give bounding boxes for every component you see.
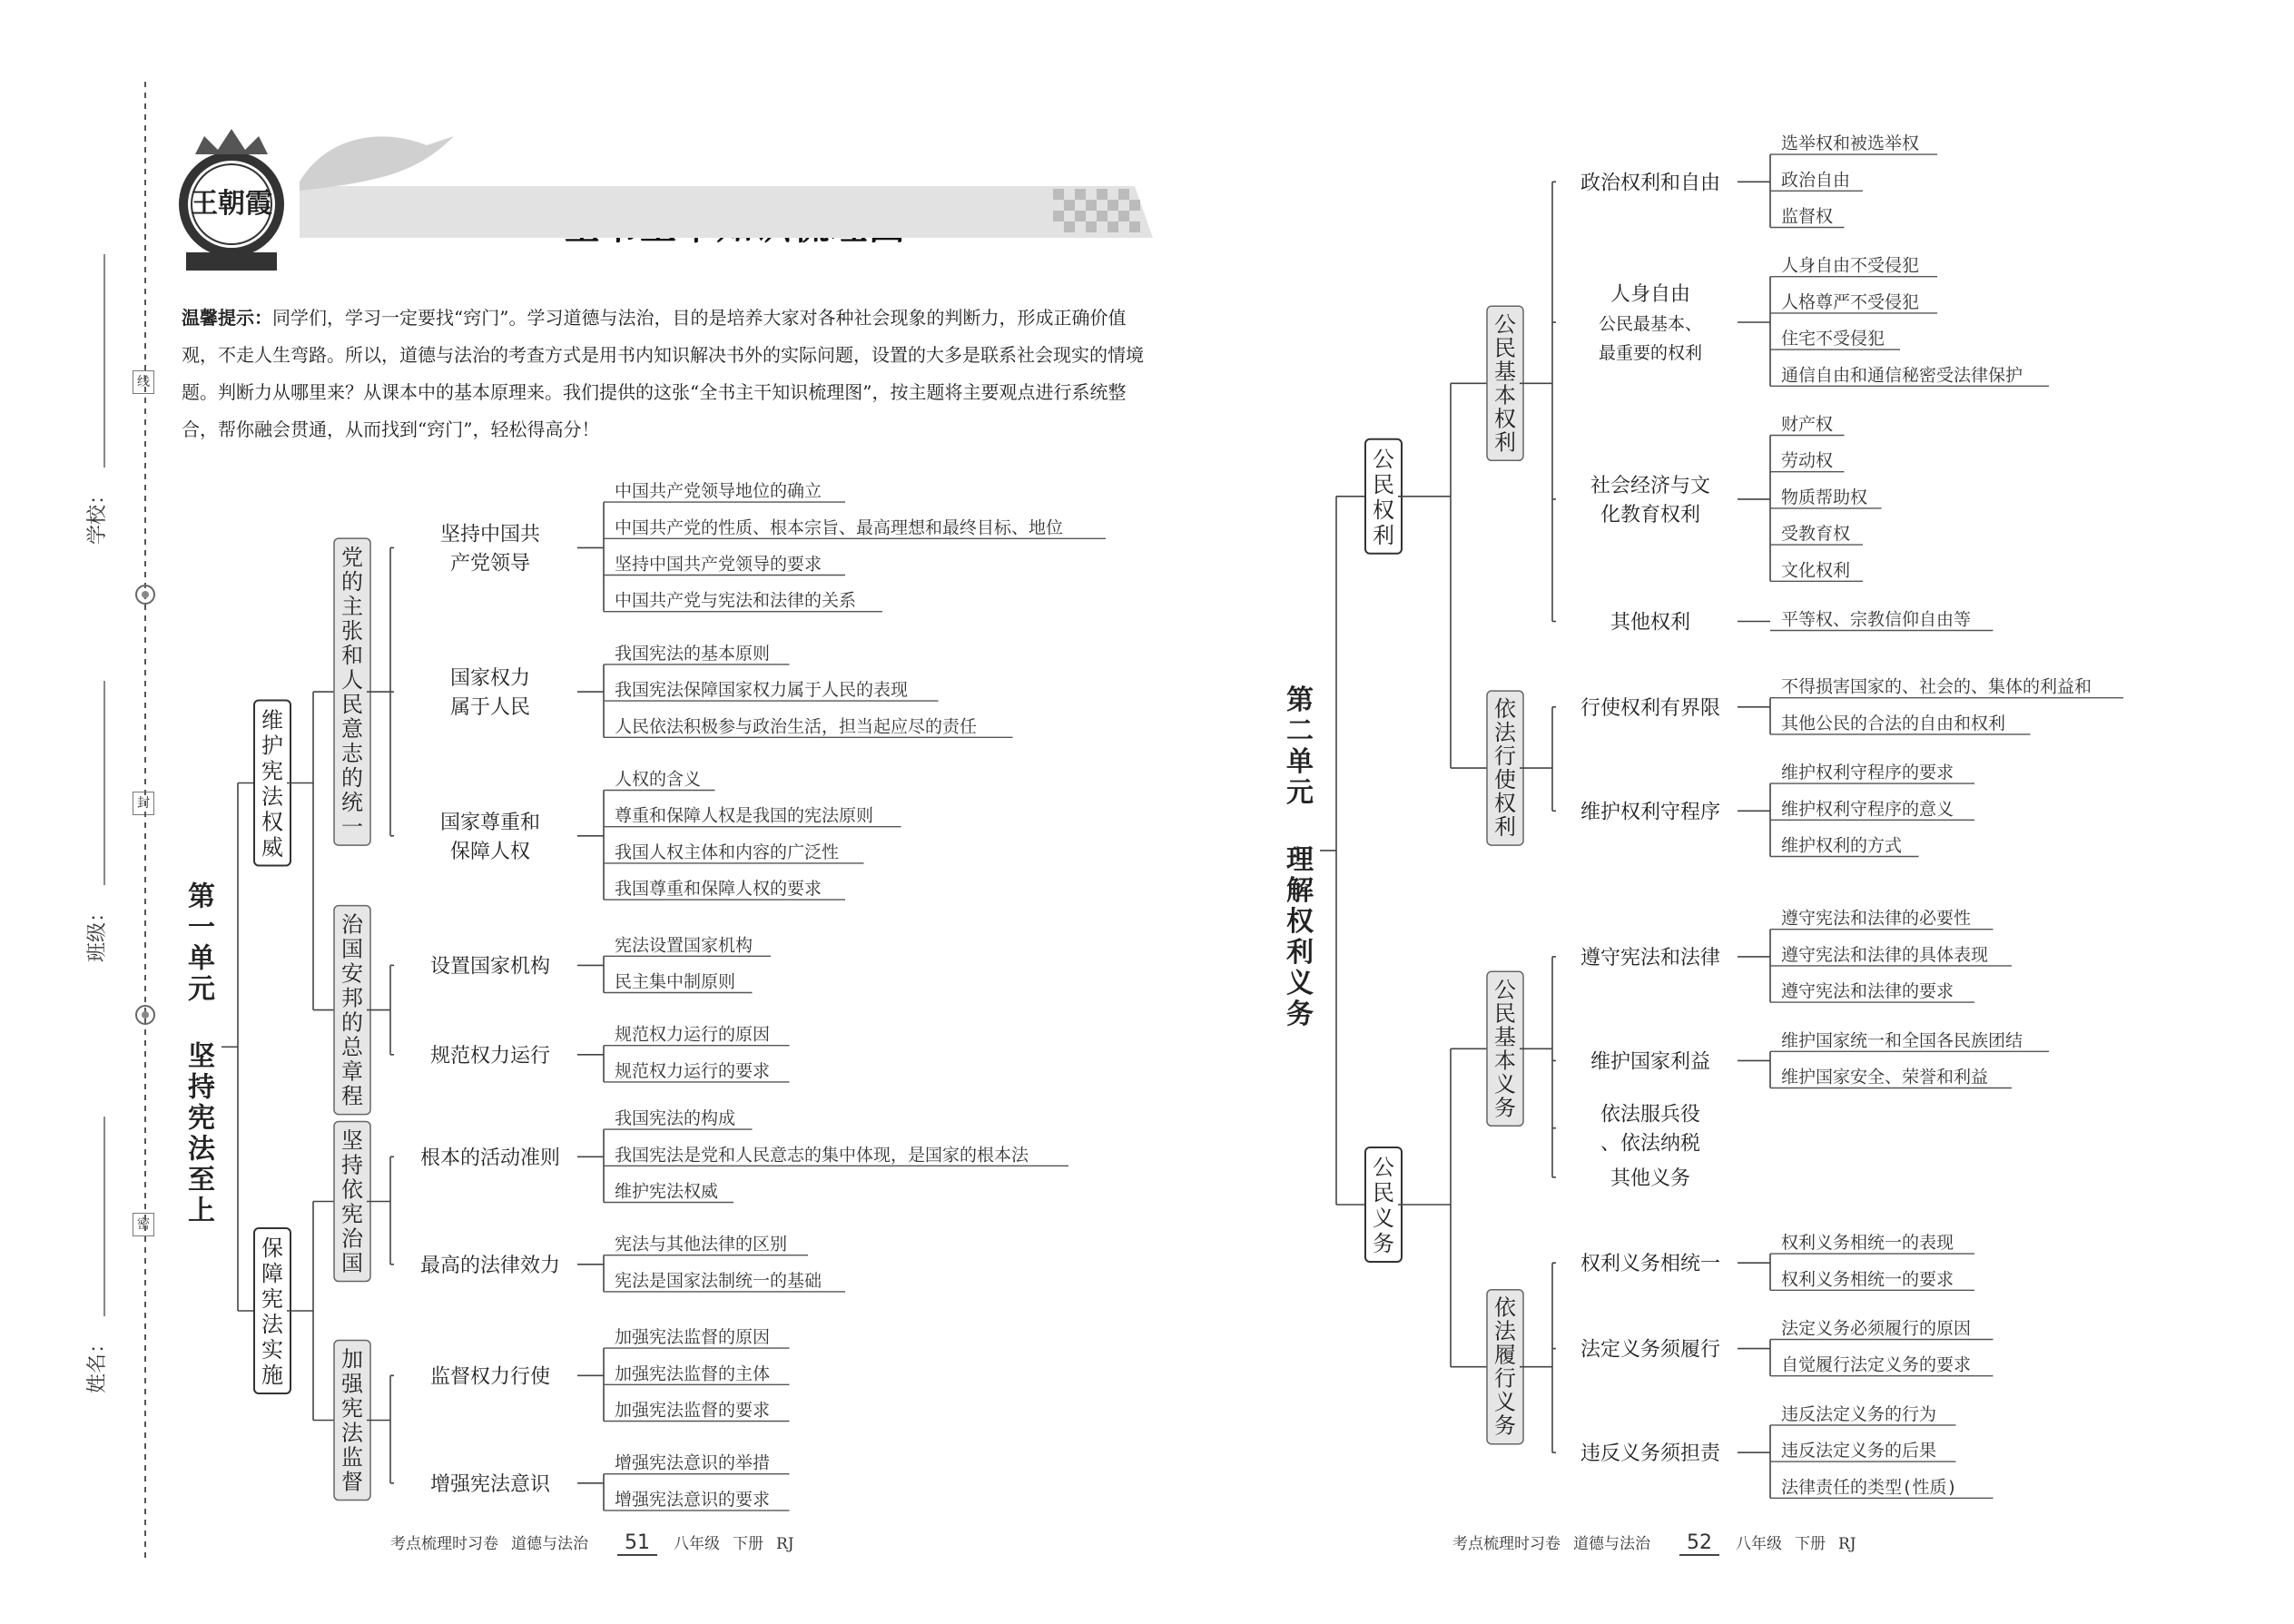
unit2-item-label: 其他义务 [1610,1166,1691,1190]
unit1-leaf-item: 增强宪法意识的要求 [615,1489,771,1510]
footer-grade: 八年级 [1736,1535,1782,1553]
unit1-item-label: 最高的法律效力 [419,1254,561,1277]
unit2-title [1286,684,1314,1030]
banner-decoration [300,136,1153,238]
footer-edition: RJ [776,1535,794,1553]
unit1-item-label: 国家尊重和保障人权 [439,811,541,863]
unit2-leaf-item: 住宅不受侵犯 [1781,329,1885,349]
unit2-item-label: 社会经济与文化教育权利 [1590,474,1711,527]
unit1-tree [188,481,1106,1511]
footer-grade: 八年级 [674,1535,720,1553]
unit1-item-label: 坚持中国共产党领导 [439,523,541,576]
unit1-leaf-item: 我国尊重和保障人权的要求 [615,879,822,900]
unit1-leaf-item: 中国共产党领导地位的确立 [615,481,822,502]
line-tag-feng: 封 [133,792,154,815]
unit2-leaf-item: 人身自由不受侵犯 [1781,255,1920,276]
unit1-item-label: 规范权力运行 [429,1044,551,1068]
unit2-item-label: 遵守宪法和法律 [1580,946,1721,969]
unit1-branch-0: 维护宪法权威 [261,707,283,861]
unit2-subtitle-text: 理解权利义务 [1286,843,1314,1030]
footer-edition: RJ [1838,1535,1856,1553]
unit1-leaf-item: 我国人权主体和内容的广泛性 [615,842,840,862]
unit1-leaf-item: 坚持中国共产党领导的要求 [615,554,822,575]
unit2-leaf-item: 财产权 [1781,414,1834,435]
unit1-item-label: 根本的活动准则 [419,1147,561,1170]
unit1-leaf-item: 民主集中制原则 [615,971,736,992]
unit2-leaf-item: 维护权利守程序的意义 [1781,799,1954,820]
unit1-title [188,881,216,1226]
unit2-leaf-item: 自觉履行法定义务的要求 [1781,1354,1972,1375]
unit1-item-label: 国家权力属于人民 [449,667,531,720]
unit1-leaf-item: 我国宪法保障国家权力属于人民的表现 [615,680,909,701]
unit1-subtitle-text: 坚持宪法至上 [188,1040,215,1227]
unit1-item-label: 设置国家机构 [429,955,551,979]
unit1-group-0-0: 党的主张和人民意志的统一 [341,545,363,841]
unit2-leaf-item: 监督权 [1781,206,1834,227]
unit2-leaf-item: 维护权利守程序的要求 [1781,763,1954,783]
unit1-leaf-item: 我国宪法是党和人民意志的集中体现，是国家的根本法 [615,1145,1029,1166]
unit2-item-label: 维护权利守程序 [1580,801,1721,824]
unit2-item-note: 公民最基本、最重要的权利 [1598,314,1703,363]
unit2-item-label: 人身自由 [1610,283,1691,306]
unit2-leaf-item: 维护国家统一和全国各民族团结 [1781,1030,2023,1051]
unit2-leaf-item: 选举权和被选举权 [1781,133,1920,154]
unit1-leaf-item: 人权的含义 [615,769,702,790]
unit1-leaf-item: 中国共产党的性质、根本宗旨、最高理想和最终目标、地位 [615,517,1064,538]
hint-label: 温馨提示： [182,307,272,329]
unit2-group-1-1: 依法履行义务 [1494,1294,1516,1439]
unit1-leaf-item: 加强宪法监督的要求 [615,1400,771,1421]
footer-series: 考点梳理时习卷 [390,1535,498,1553]
unit2-tree [1286,133,2123,1498]
unit2-branch-0: 公民权利 [1373,446,1394,548]
unit2-item-label: 行使权利有界限 [1580,696,1721,720]
unit1-leaf-item: 规范权力运行的原因 [615,1024,771,1045]
unit1-leaf-item: 维护宪法权威 [615,1181,719,1202]
unit2-group-0-0: 公民基本权利 [1494,311,1516,456]
unit1-branch-1: 保障宪法实施 [261,1235,283,1388]
unit2-leaf-item: 政治自由 [1781,170,1851,191]
unit2-leaf-item: 通信自由和通信秘密受法律保护 [1781,365,2023,386]
page-number: 52 [1679,1531,1719,1556]
unit1-item-label: 增强宪法意识 [429,1472,551,1496]
unit2-title-text: 第二单元 [1286,684,1314,809]
unit2-group-1-0: 公民基本义务 [1494,977,1516,1121]
unit2-leaf-item: 平等权、宗教信仰自由等 [1781,609,1972,630]
unit1-leaf-item: 宪法与其他法律的区别 [615,1234,788,1255]
unit2-leaf-item: 违反法定义务的行为 [1781,1403,1937,1424]
line-tag-mi: 密 [133,1213,154,1236]
unit1-group-1-1: 加强宪法监督 [341,1346,363,1495]
unit2-leaf-item: 违反法定义务的后果 [1781,1441,1937,1462]
unit2-leaf-item: 法律责任的类型(性质) [1781,1477,1957,1498]
unit1-item-label: 监督权力行使 [429,1365,551,1389]
hint-text: 同学们，学习一定要找“窍门”。学习道德与法治，目的是培养大家对各种社会现象的判断力，形成正确价值观，不走人生弯路。所以，道德与法治的考查方式是用书内知识解决书外的实际问题，设置的大多是联系社会现实的情境题。判断力从哪里来？从课本中的基本原理来。我们提供的这张“全书主干知识梳理图”，按主题将主要观点进行系统整合，帮你融会贯通，从而找到“窍门”，轻松得高分！ [182,307,1144,440]
unit2-leaf-item: 文化权利 [1781,560,1851,581]
unit2-group-0-1: 依法行使权利 [1494,696,1516,841]
unit1-group-0-1: 治国安邦的总章程 [341,911,363,1109]
unit1-group-1-0: 坚持依宪治国 [341,1127,363,1276]
unit2-leaf-item: 其他公民的合法的自由和权利 [1781,713,2006,733]
unit2-item-label: 其他权利 [1610,611,1691,635]
unit2-item-label: 违反义务须担责 [1580,1442,1721,1466]
school-label: 学校： [86,484,109,545]
unit2-leaf-item: 维护国家安全、荣誉和利益 [1781,1067,1989,1088]
unit2-item-label: 依法服兵役、依法纳税 [1600,1103,1701,1156]
unit2-item-label: 维护国家利益 [1590,1050,1711,1074]
unit1-leaf-item: 加强宪法监督的主体 [615,1363,771,1384]
unit2-leaf-item: 法定义务必须履行的原因 [1781,1318,1972,1339]
name-label: 姓名： [86,1333,109,1393]
unit1-leaf-item: 增强宪法意识的举措 [615,1452,771,1473]
footer-volume: 下册 [733,1535,763,1553]
unit1-leaf-item: 我国宪法的构成 [615,1108,736,1129]
unit1-leaf-item: 宪法设置国家机构 [615,935,753,956]
unit1-title-text: 第一单元 [188,881,215,1006]
unit1-leaf-item: 尊重和保障人权是我国的宪法原则 [615,805,874,826]
footer-subject: 道德与法治 [511,1535,588,1553]
logo-text: 王朝霞 [191,188,272,220]
unit2-item-label: 法定义务须履行 [1580,1338,1721,1362]
unit2-leaf-item: 遵守宪法和法律的必要性 [1781,908,1972,929]
unit2-leaf-item: 权利义务相统一的表现 [1781,1233,1954,1254]
footer-volume: 下册 [1795,1535,1826,1553]
unit1-leaf-item: 规范权力运行的要求 [615,1060,771,1081]
unit2-leaf-item: 不得损害国家的、社会的、集体的利益和 [1781,676,2092,697]
unit2-leaf-item: 遵守宪法和法律的具体表现 [1781,944,1989,965]
unit1-leaf-item: 人民依法积极参与政治生活，担当起应尽的责任 [615,716,978,737]
footer-series: 考点梳理时习卷 [1452,1535,1561,1553]
unit1-leaf-item: 我国宪法的基本原则 [615,643,771,664]
unit2-leaf-item: 维护权利的方式 [1781,835,1903,856]
unit2-item-label: 政治权利和自由 [1580,172,1721,195]
footer-subject: 道德与法治 [1573,1535,1650,1553]
unit1-leaf-item: 宪法是国家法制统一的基础 [615,1270,822,1291]
unit1-leaf-item: 中国共产党与宪法和法律的关系 [615,590,857,611]
unit2-leaf-item: 遵守宪法和法律的要求 [1781,981,1954,1002]
unit2-leaf-item: 权利义务相统一的要求 [1781,1269,1954,1290]
line-tag-xian: 线 [133,370,154,394]
unit2-leaf-item: 受教育权 [1781,524,1851,545]
unit2-leaf-item: 人格尊严不受侵犯 [1781,291,1920,312]
unit2-leaf-item: 劳动权 [1781,450,1834,471]
unit2-item-label: 权利义务相统一 [1580,1253,1721,1276]
unit2-branch-1: 公民义务 [1373,1155,1394,1256]
unit2-leaf-item: 物质帮助权 [1781,487,1868,507]
class-label: 班级： [86,901,109,962]
page-number: 51 [617,1531,657,1556]
logo [179,129,284,271]
unit1-leaf-item: 加强宪法监督的原因 [615,1327,771,1348]
